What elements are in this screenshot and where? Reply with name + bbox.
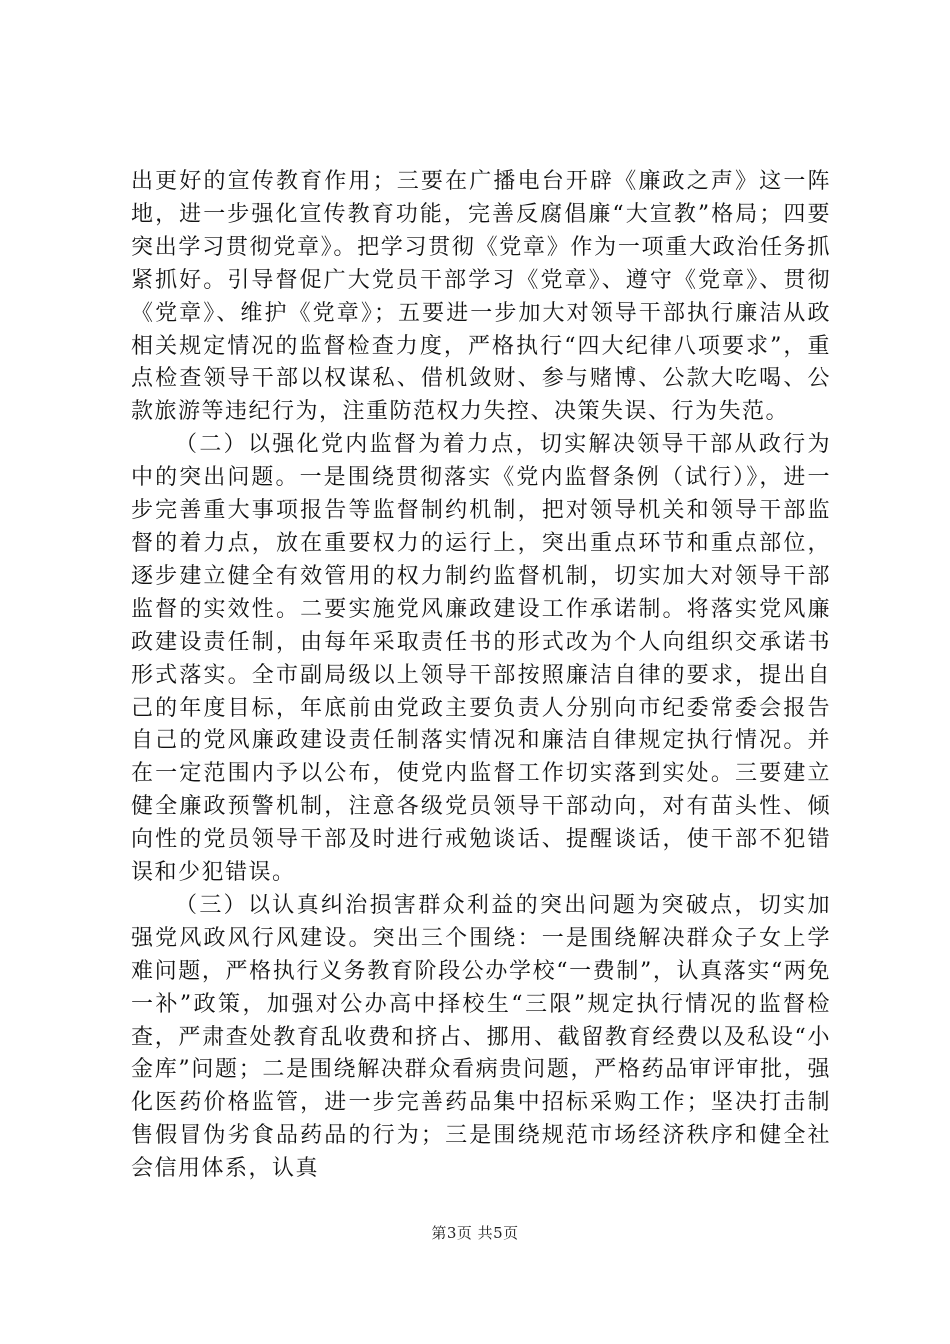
paragraph-3: （三）以认真纠治损害群众利益的突出问题为突破点，切实加强党风政风行风建设。突出三个围绕：一是围绕解决群众子女上学难问题，严格执行义务教育阶段公办学校“一费制”，认真落实“两免一补”政策，加强对公办高中择校生“三限”规定执行情况的监督检查，严肃查处教育乱收费和挤占、挪用、截留教育经费以及私设“小金库”问题；二是围绕解决群众看病贵问题，严格药品审评审批，强化医药价格监管，进一步完善药品集中招标采购工作；坚决打击制售假冒伪劣食品药品的行为；三是围绕规范市场经济秩序和健全社会信用体系，认真 [131, 892, 831, 1182]
page-footer: 第3页 共5页 [431, 1224, 519, 1242]
paragraph-1: 出更好的宣传教育作用；三要在广播电台开辟《廉政之声》这一阵地，进一步强化宣传教育功能，完善反腐倡廉“大宣教”格局；四要突出学习贯彻党章》。把学习贯彻《党章》作为一项重大政治任务抓紧抓好。引导督促广大党员干部学习《党章》、遵守《党章》、贯彻《党章》、维护《党章》；五要进一步加大对领导干部执行廉洁从政相关规定情况的监督检查力度，严格执行“四大纪律八项要求”，重点检查领导干部以权谋私、借机敛财、参与赌博、公款大吃喝、公款旅游等违纪行为，注重防范权力失控、决策失误、行为失范。 [131, 169, 831, 425]
document-body [131, 166, 831, 1186]
paragraph-2: （二）以强化党内监督为着力点，切实解决领导干部从政行为中的突出问题。一是围绕贯彻落实《党内监督条例（试行）》，进一步完善重大事项报告等监督制约机制，把对领导机关和领导干部监督的着力点，放在重要权力的运行上，突出重点环节和重点部位，逐步建立健全有效管用的权力制约监督机制，切实加大对领导干部监督的实效性。二要实施党风廉政建设工作承诺制。将落实党风廉政建设责任制，由每年采取责任书的形式改为个人向组织交承诺书形式落实。全市副局级以上领导干部按照廉洁自律的要求，提出自己的年度目标，年底前由党政主要负责人分别向市纪委常委会报告自己的党风廉政建设责任制落实情况和廉洁自律规定执行情况。并在一定范围内予以公布，使党内监督工作切实落到实处。三要建立健全廉政预警机制，注意各级党员领导干部动向，对有苗头性、倾向性的党员领导干部及时进行戒勉谈话、提醒谈话，使干部不犯错误和少犯错误。 [131, 432, 831, 886]
